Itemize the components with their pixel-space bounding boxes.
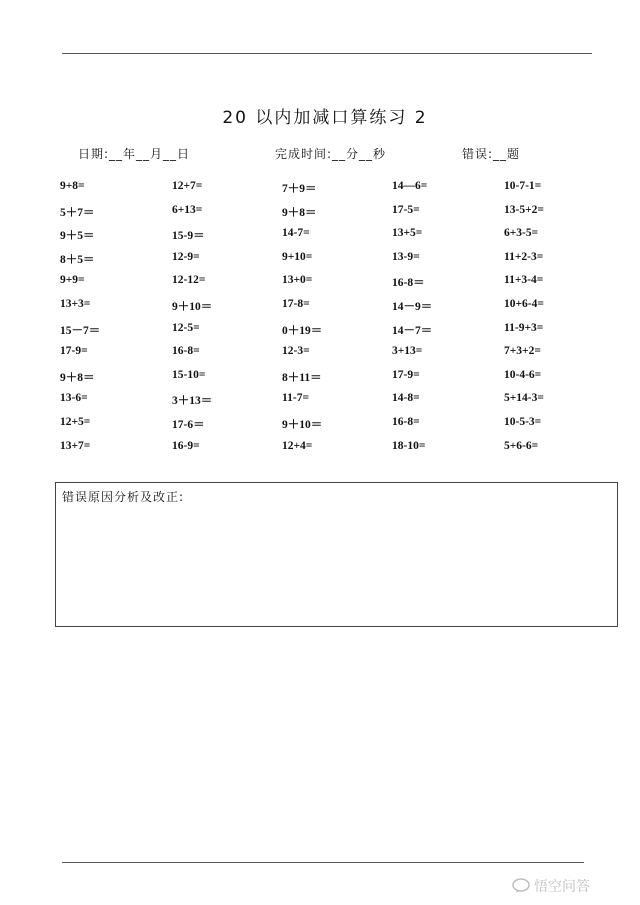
problem-cell: 15-9＝ — [172, 230, 205, 243]
problem-cell: 14－9＝ — [392, 300, 433, 313]
problem-cell: 13-6= — [60, 392, 88, 405]
worksheet-title: 20 以内加减口算练习 2 — [222, 108, 428, 128]
problem-cell: 3+13= — [392, 345, 423, 358]
problem-cell: 9+9= — [60, 274, 85, 287]
problem-cell: 15-10= — [172, 368, 206, 381]
problem-cell: 17-9= — [392, 368, 420, 381]
problem-cell: 16-8＝ — [392, 277, 425, 290]
problem-cell: 12-3= — [282, 345, 310, 358]
problem-cell: 9＋8＝ — [60, 371, 95, 384]
problem-cell: 9＋8＝ — [282, 206, 317, 219]
error-analysis-box — [55, 482, 618, 627]
problem-cell: 10-4-6= — [504, 368, 542, 381]
problem-cell: 10+6-4= — [504, 297, 544, 310]
problem-cell: 5＋7＝ — [60, 206, 95, 219]
problem-cell: 11-7= — [282, 392, 309, 405]
problem-cell: 17-6＝ — [172, 418, 205, 431]
problem-cell: 10-7-1= — [504, 180, 542, 192]
date-field: 日期:__年__月__日 — [78, 147, 191, 161]
problem-cell: 12-5= — [172, 321, 200, 334]
problem-cell: 12-9= — [172, 250, 200, 263]
error-analysis-label: 错误原因分析及改正: — [62, 490, 185, 504]
error-count-field: 错误:__题 — [462, 147, 521, 161]
speech-bubble-icon — [512, 878, 530, 894]
problem-cell: 13+0= — [282, 274, 313, 287]
problem-cell: 8＋5＝ — [60, 253, 95, 266]
problem-cell: 12-12= — [172, 274, 206, 287]
problem-cell: 9+8= — [60, 180, 85, 192]
problem-cell: 5+14-3= — [504, 392, 544, 405]
problem-cell: 11-9+3= — [504, 321, 544, 334]
problem-cell: 12+4= — [282, 439, 313, 452]
problem-cell: 12+7= — [172, 180, 203, 192]
problem-cell: 6+13= — [172, 203, 203, 216]
problem-cell: 9＋10＝ — [172, 300, 213, 313]
problem-cell: 7＋9＝ — [282, 183, 317, 195]
problem-cell: 5+6-6= — [504, 439, 539, 452]
problem-cell: 16-8= — [172, 345, 200, 358]
problem-cell: 13+5= — [392, 227, 423, 240]
completion-time-field: 完成时间:__分__秒 — [275, 147, 387, 161]
problem-cell: 9＋10＝ — [282, 418, 323, 431]
problem-cell: 15－7＝ — [60, 324, 101, 337]
watermark-text: 悟空问答 — [534, 879, 590, 895]
problem-cell: 11+3-4= — [504, 274, 544, 287]
problem-cell: 18-10= — [392, 439, 426, 452]
problem-cell: 12+5= — [60, 415, 91, 428]
problem-cell: 14-7= — [282, 227, 310, 240]
problem-cell: 10-5-3= — [504, 415, 542, 428]
problem-cell: 8＋11＝ — [282, 371, 322, 384]
bottom-divider — [62, 862, 584, 863]
problem-cell: 16-8= — [392, 415, 420, 428]
problem-cell: 17-5= — [392, 203, 420, 216]
problem-cell: 11+2-3= — [504, 250, 544, 263]
problem-cell: 7+3+2= — [504, 345, 541, 358]
problem-cell: 14—6= — [392, 180, 428, 192]
problem-cell: 9＋5＝ — [60, 230, 95, 243]
problem-cell: 14－7＝ — [392, 324, 433, 337]
top-divider — [62, 53, 592, 54]
problem-cell: 13-9= — [392, 250, 420, 263]
problem-cell: 0＋19＝ — [282, 324, 323, 337]
problem-cell: 13+7= — [60, 439, 91, 452]
problem-cell: 9+10= — [282, 250, 313, 263]
watermark — [512, 876, 590, 896]
problem-cell: 13+3= — [60, 297, 91, 310]
problem-cell: 16-9= — [172, 439, 200, 452]
problem-cell: 14-8= — [392, 392, 420, 405]
problem-cell: 17-8= — [282, 297, 310, 310]
problem-cell: 13-5+2= — [504, 203, 544, 216]
problem-grid — [60, 180, 594, 463]
problem-cell: 17-9= — [60, 345, 88, 358]
problem-cell: 6+3-5= — [504, 227, 539, 240]
problem-cell: 3＋13＝ — [172, 395, 213, 408]
